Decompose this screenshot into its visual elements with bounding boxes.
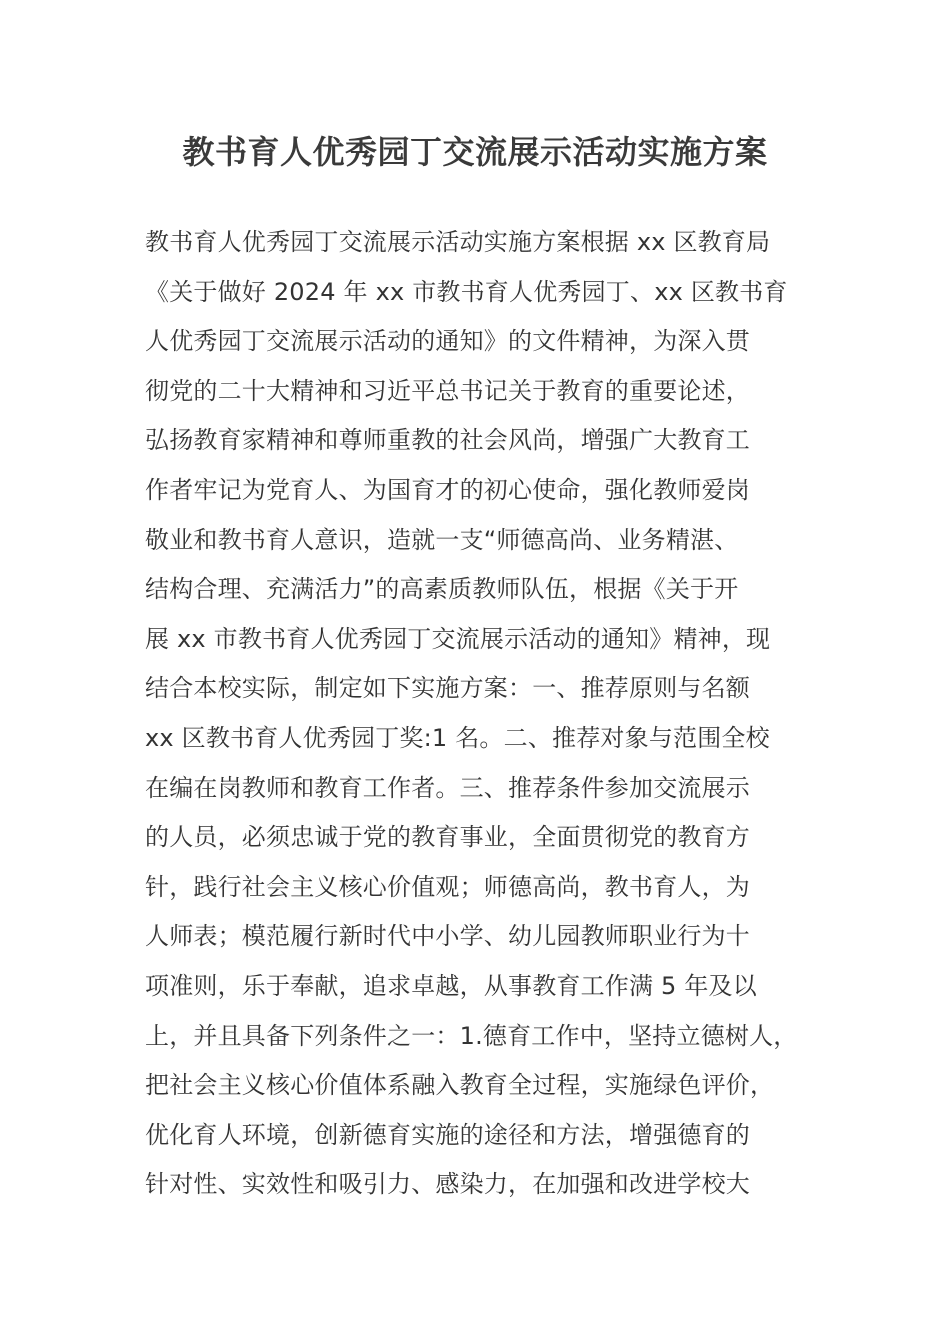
body-line: 敬业和教书育人意识，造就一支“师德高尚、业务精湛、 xyxy=(145,525,739,554)
body-line: 彻党的二十大精神和习近平总书记关于教育的重要论述， xyxy=(145,376,750,405)
body-line: 在编在岗教师和教育工作者。三、推荐条件参加交流展示 xyxy=(145,773,750,802)
body-line: 人师表；模范履行新时代中小学、幼儿园教师职业行为十 xyxy=(145,922,750,951)
body-line: 把社会主义核心价值体系融入教育全过程，实施绿色评价， xyxy=(145,1071,775,1100)
body-line: 项准则，乐于奉献，追求卓越，从事教育工作满 5 年及以 xyxy=(145,971,757,1000)
body-line: 针，践行社会主义核心价值观；师德高尚，教书育人，为 xyxy=(145,872,750,901)
body-line: 展 xx 市教书育人优秀园丁交流展示活动的通知》精神，现 xyxy=(145,624,771,653)
body-line: 教书育人优秀园丁交流展示活动实施方案根据 xx 区教育局 xyxy=(145,228,771,256)
body-line: 优化育人环境，创新德育实施的途径和方法，增强德育的 xyxy=(145,1120,750,1149)
body-line: 上，并且具备下列条件之一：1.德育工作中，坚持立德树人， xyxy=(145,1021,798,1050)
body-line: 人优秀园丁交流展示活动的通知》的文件精神，为深入贯 xyxy=(145,327,750,356)
body-line: 弘扬教育家精神和尊师重教的社会风尚，增强广大教育工 xyxy=(145,426,750,455)
body-line: 结构合理、充满活力”的高素质教师队伍，根据《关于开 xyxy=(145,575,739,604)
document-title: 教书育人优秀园丁交流展示活动实施方案 xyxy=(182,133,768,171)
body-line: 的人员，必须忠诚于党的教育事业，全面贯彻党的教育方 xyxy=(145,823,750,852)
document-body xyxy=(145,218,845,1210)
body-line: 《关于做好 2024 年 xx 市教书育人优秀园丁、xx 区教书育 xyxy=(145,277,788,306)
body-line: 针对性、实效性和吸引力、感染力，在加强和改进学校大 xyxy=(145,1170,750,1199)
body-line: xx 区教书育人优秀园丁奖:1 名。二、推荐对象与范围全校 xyxy=(145,723,770,752)
body-line: 结合本校实际，制定如下实施方案：一、推荐原则与名额 xyxy=(145,674,750,703)
body-line: 作者牢记为党育人、为国育才的初心使命，强化教师爱岗 xyxy=(145,475,750,504)
